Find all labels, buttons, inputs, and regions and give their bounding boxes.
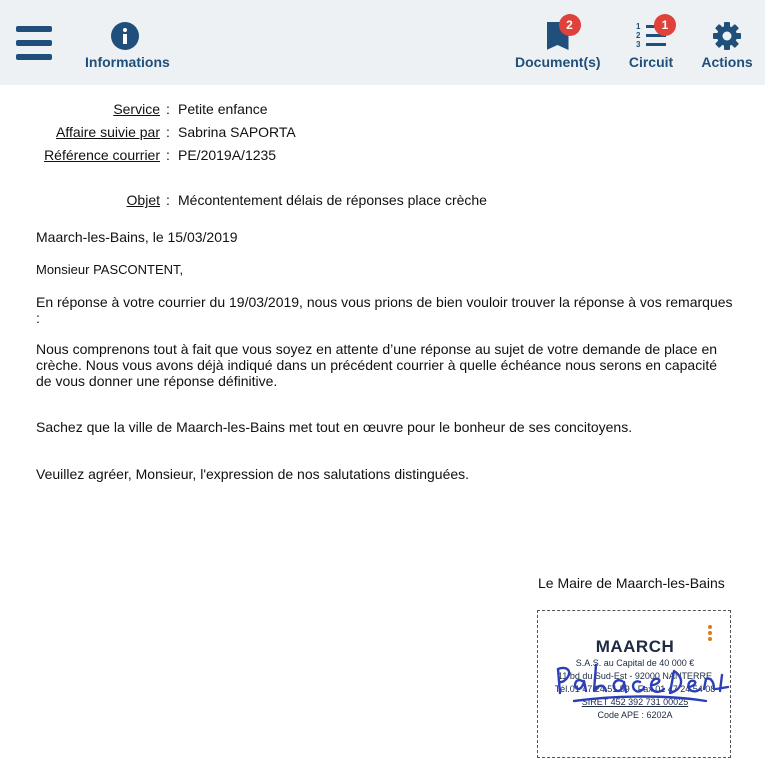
meta-value-affaire: Sabrina SAPORTA	[178, 124, 296, 140]
place-date: Maarch-les-Bains, le 15/03/2019	[36, 229, 238, 245]
closing-formula: Veuillez agréer, Monsieur, l'expression de nos salutations distinguées.	[36, 466, 470, 482]
documents-count-badge: 2	[559, 14, 581, 36]
stamp-name: MAARCH	[595, 637, 675, 656]
meta-separator: :	[166, 101, 170, 117]
paragraph-3: Sachez que la ville de Maarch-les-Bains met tout en œuvre pour le bonheur de ses concitoyens.	[36, 419, 633, 435]
actions-button[interactable]	[700, 22, 754, 70]
meta-row-affaire	[0, 123, 765, 141]
meta-value-objet: Mécontentement délais de réponses place crèche	[178, 192, 487, 208]
stamp-line-2: 11 bd du Sud-Est - 92000 NANTERRE	[558, 671, 712, 681]
top-toolbar	[0, 0, 765, 85]
handwritten-signature	[538, 651, 732, 721]
meta-row-reference	[0, 146, 765, 164]
meta-key-reference: Référence courrier	[44, 147, 160, 163]
stamp-line-3: Tél.01 47 24 51 59 - Fax 01 47 24 54 08	[554, 684, 716, 694]
meta-row-service	[0, 100, 765, 118]
numbered-list-icon: 1 2 3 1	[636, 22, 666, 50]
circuit-count-badge: 1	[654, 14, 676, 36]
paragraph-2: Nous comprenons tout à fait que vous soyez en attente d’une réponse au sujet de votre demande de place en crèche. Nous vous avons déjà indiqué dans un précédent courrier à quelle échéance nous serons en capacité de vous donner une réponse définitive.	[36, 341, 718, 389]
stamp-line-1: S.A.S. au Capital de 40 000 €	[575, 658, 695, 668]
paragraph-1: En réponse à votre courrier du 19/03/2019, nous vous prions de bien vouloir trouver la réponse à vos remarques :	[36, 294, 733, 326]
document-icon	[547, 18, 573, 50]
gear-icon	[712, 22, 742, 50]
signature-block[interactable]	[537, 610, 731, 758]
stamp-line-5: Code APE : 6202A	[597, 710, 673, 720]
stamp-line-4: SIRET 452 392 731 00025	[581, 697, 689, 707]
hamburger-menu-icon[interactable]	[16, 26, 52, 60]
signer-title: Le Maire de Maarch-les-Bains	[538, 575, 725, 591]
circuit-button[interactable]	[626, 18, 676, 70]
documents-label: Document(s)	[515, 54, 601, 70]
actions-label: Actions	[701, 54, 753, 70]
meta-key-service: Service	[113, 101, 160, 117]
meta-value-reference: PE/2019A/1235	[178, 147, 277, 163]
info-icon	[111, 22, 139, 50]
meta-key-objet: Objet	[126, 192, 160, 208]
meta-key-affaire: Affaire suivie par	[55, 124, 160, 140]
meta-value-service: Petite enfance	[178, 101, 268, 117]
meta-separator: :	[166, 192, 170, 208]
circuit-label: Circuit	[628, 54, 674, 70]
informations-label: Informations	[85, 54, 170, 70]
meta-row-objet	[0, 191, 765, 209]
salutation: Monsieur PASCONTENT,	[36, 262, 184, 277]
meta-separator: :	[166, 147, 170, 163]
documents-button[interactable]	[515, 18, 601, 70]
meta-separator: :	[166, 124, 170, 140]
informations-button[interactable]	[85, 22, 170, 70]
